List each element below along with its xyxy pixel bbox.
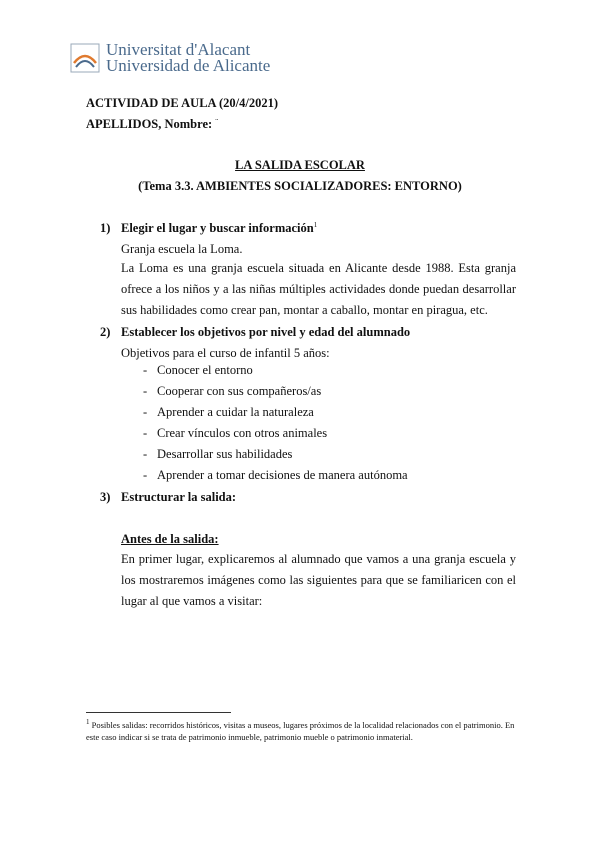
list-item: - Cooperar con sus compañeros/as [143, 384, 322, 398]
section-2-intro: Objetivos para el curso de infantil 5 años: [121, 346, 330, 360]
section-1-description: La Loma es una granja escuela situada en Alicante desde 1988. Esta granja ofrece a los niños y a las niñas múltiples actividades donde puedan desarrollar sus habilidades como crear pan, montar a caballo, montar en piragua, etc. [121, 261, 516, 317]
list-item: - Crear vínculos con otros animales [143, 426, 328, 440]
section-1-number: 1) [100, 221, 111, 235]
section-2-number: 2) [100, 325, 111, 339]
footnote-number: 1 [86, 718, 90, 726]
list-item: - Aprender a cuidar la naturaleza [143, 405, 314, 419]
name-line [86, 117, 218, 132]
list-item: - Desarrollar sus habilidades [143, 447, 293, 461]
logo-line-1: Universitat d'Alacant [106, 40, 251, 59]
footnote [86, 716, 516, 743]
name-label: APELLIDOS, Nombre: [86, 117, 213, 131]
university-emblem-icon [70, 43, 100, 73]
footnote-text: Posibles salidas: recorridos históricos, visitas a museos, lugares próximos de la localidad relacionados con el patrimonio. En este caso indicar si se trata de patrimonio inmueble, patrimonio mueble o patrimonio inmaterial. [86, 719, 515, 742]
footnote-ref-1: 1 [313, 221, 318, 229]
footnote-divider [86, 712, 231, 713]
university-logo [70, 42, 270, 74]
activity-heading: ACTIVIDAD DE AULA (20/4/2021) [86, 96, 279, 110]
document-subtitle: (Tema 3.3. AMBIENTES SOCIALIZADORES: ENTORNO) [138, 179, 462, 193]
list-item: - Conocer el entorno [143, 363, 253, 377]
section-2-heading: Establecer los objetivos por nivel y edad del alumnado [121, 325, 411, 339]
section-1-heading [121, 221, 317, 236]
section-3-description: En primer lugar, explicaremos al alumnado que vamos a una granja escuela y los mostraremos imágenes como las siguientes para que se familiaricen con el lugar al que vamos a visitar: [121, 552, 516, 608]
document-title: LA SALIDA ESCOLAR [235, 158, 365, 172]
logo-line-2: Universidad de Alicante [106, 56, 271, 75]
section-3-heading: Estructurar la salida: [121, 490, 237, 504]
list-item: - Aprender a tomar decisiones de manera autónoma [143, 468, 408, 482]
section-3-subheading: Antes de la salida: [121, 532, 219, 546]
name-mark: ¨ [215, 117, 219, 127]
section-1-heading-text: Elegir el lugar y buscar información [121, 221, 314, 236]
section-3-number: 3) [100, 490, 111, 504]
objectives-list [143, 360, 408, 486]
section-1-place: Granja escuela la Loma. [121, 242, 243, 256]
